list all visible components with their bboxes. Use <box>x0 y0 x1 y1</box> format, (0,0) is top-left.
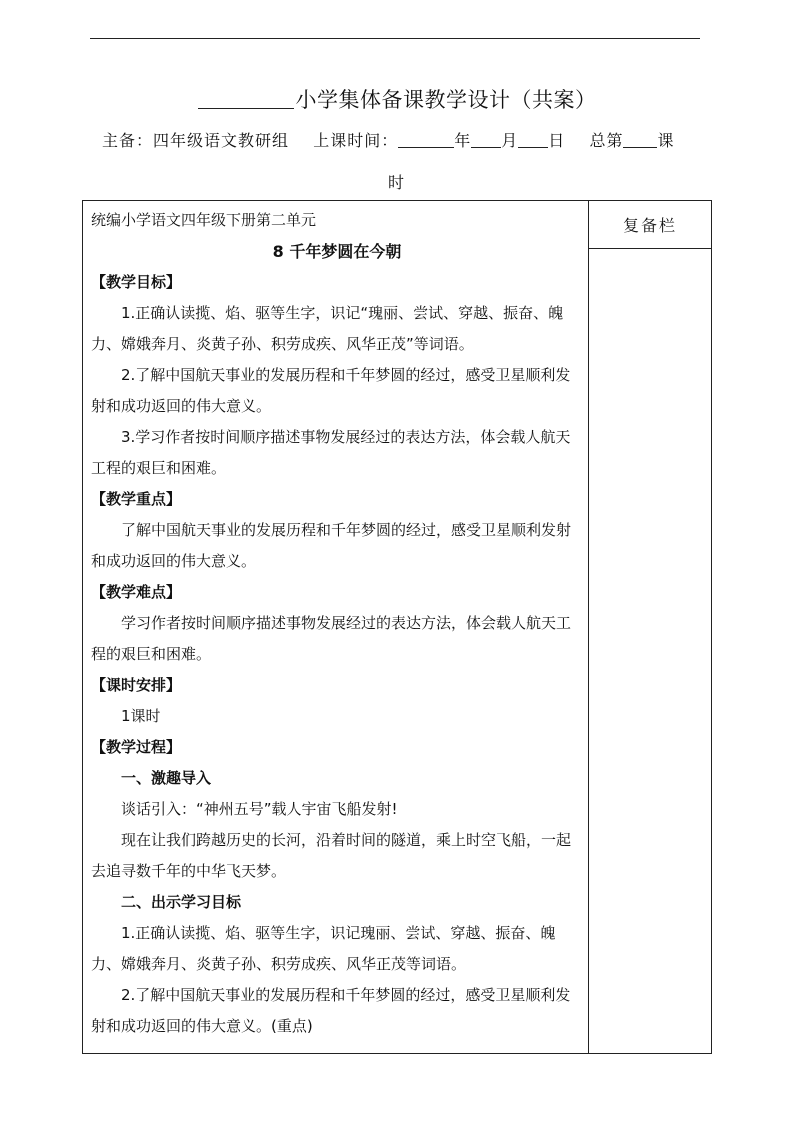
schedule-heading: 【课时安排】 <box>91 676 182 694</box>
goal-item: 1.正确认读揽、焰、驱等生字，识记“瑰丽、尝试、穿越、振奋、魄力、嫦娥奔月、炎黄子孙、积劳成疾、风华正茂”等词语。 <box>91 304 564 353</box>
year-blank <box>398 131 454 148</box>
total-blank <box>623 131 657 148</box>
process-heading: 【教学过程】 <box>91 738 182 756</box>
lesson-title: 8 千年梦圆在今朝 <box>272 242 402 261</box>
step2-paragraph: 2.了解中国航天事业的发展历程和千年梦圆的经过，感受卫星顺利发射和成功返回的伟大意义。(重点) <box>91 986 571 1035</box>
difficult-text: 学习作者按时间顺序描述事物发展经过的表达方法，体会载人航天工程的艰巨和困难。 <box>91 614 572 663</box>
lesson-suffix-wrap: 时 <box>388 173 405 192</box>
key-text: 了解中国航天事业的发展历程和千年梦圆的经过，感受卫星顺利发射和成功返回的伟大意义。 <box>91 521 572 570</box>
year-label: 年 <box>454 131 472 150</box>
title-text: 小学集体备课教学设计（共案） <box>295 88 597 112</box>
time-label: 上课时间： <box>313 131 399 150</box>
month-blank <box>471 131 501 148</box>
step1-heading: 一、激趣导入 <box>121 769 212 787</box>
unit-label: 统编小学语文四年级下册第二单元 <box>91 211 317 229</box>
lesson-plan-table <box>82 200 712 1054</box>
step2-paragraph: 1.正确认读揽、焰、驱等生字，识记瑰丽、尝试、穿越、振奋、魄力、嫦娥奔月、炎黄子孙、积劳成疾、风华正茂等词语。 <box>91 924 556 973</box>
key-heading: 【教学重点】 <box>91 490 182 508</box>
step1-paragraph: 现在让我们跨越历史的长河，沿着时间的隧道，乘上时空飞船，一起去追寻数千年的中华飞天梦。 <box>91 831 572 880</box>
review-column-header: 复备栏 <box>589 201 711 249</box>
goal-item: 2.了解中国航天事业的发展历程和千年梦圆的经过，感受卫星顺利发射和成功返回的伟大意义。 <box>91 366 571 415</box>
day-blank <box>518 131 548 148</box>
goal-item: 3.学习作者按时间顺序描述事物发展经过的表达方法，体会载人航天工程的艰巨和困难。 <box>91 428 571 477</box>
day-label: 日 <box>548 131 566 150</box>
schedule-text: 1课时 <box>121 707 161 725</box>
lesson-suffix: 课 <box>657 131 675 150</box>
school-name-blank <box>198 88 294 109</box>
month-label: 月 <box>501 131 519 150</box>
preparer-label: 主备：四年级语文教研组 <box>102 131 290 150</box>
page-title <box>0 84 794 114</box>
step1-paragraph: 谈话引入：“神州五号”载人宇宙飞船发射! <box>121 800 398 818</box>
step2-heading: 二、出示学习目标 <box>121 893 242 911</box>
total-label: 总第 <box>589 131 624 150</box>
difficult-heading: 【教学难点】 <box>91 583 182 601</box>
header-rule <box>90 38 700 39</box>
goals-heading: 【教学目标】 <box>91 273 182 291</box>
lesson-info-line <box>102 128 702 151</box>
lesson-content <box>91 205 583 1042</box>
column-divider <box>588 201 589 1053</box>
